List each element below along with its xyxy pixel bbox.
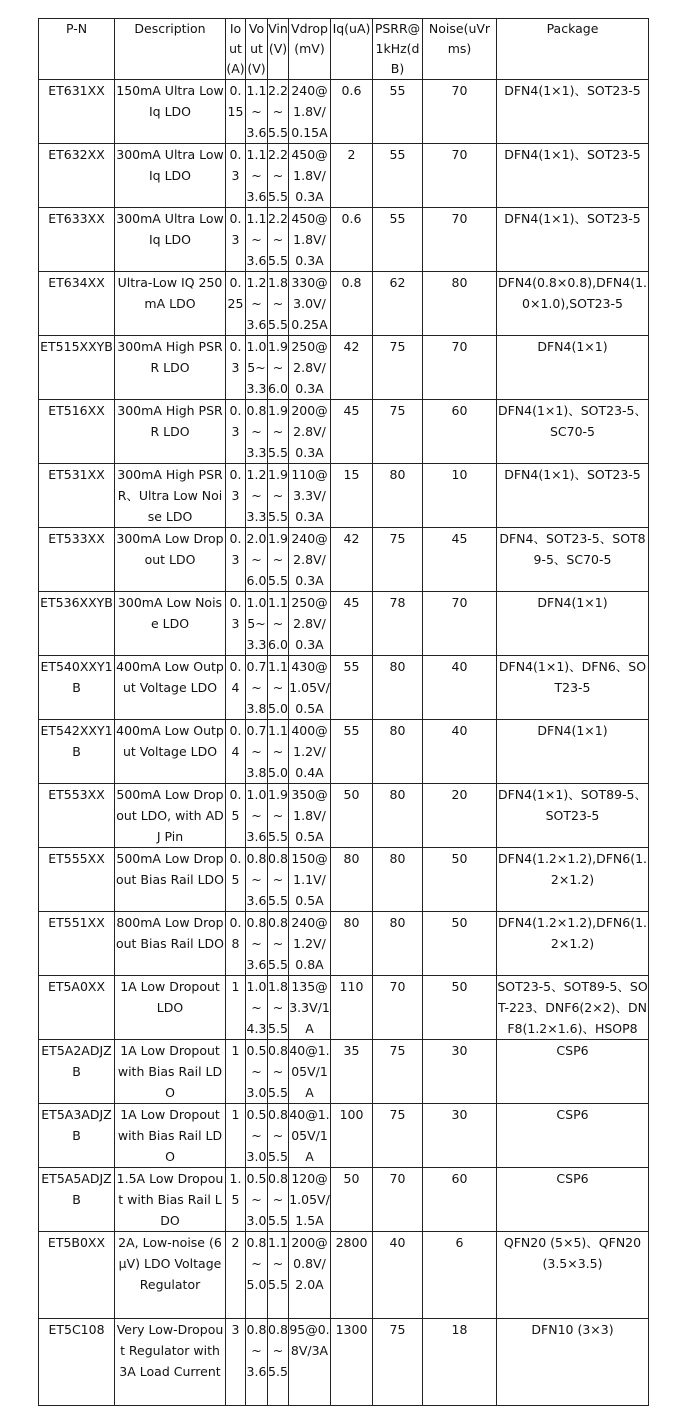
table-row [39,848,649,912]
cell-vin: 1.9~6.0 [268,336,289,400]
cell-iq: 0.8 [331,272,373,336]
cell-desc: 800mA Low Dropout Bias Rail LDO [115,912,226,976]
cell-vin: 1.9~5.5 [268,784,289,848]
cell-desc: 300mA High PSRR LDO [115,400,226,464]
table-row [39,1232,649,1319]
cell-psrr: 55 [373,208,423,272]
table-row [39,1168,649,1232]
table-row [39,336,649,400]
cell-iq: 45 [331,400,373,464]
table-row [39,912,649,976]
header-noise: Noise(uVrms) [423,19,497,80]
cell-desc: 1A Low Dropout with Bias Rail LDO [115,1104,226,1168]
cell-vout: 1.1~3.6 [246,144,268,208]
cell-psrr: 70 [373,976,423,1040]
cell-iq: 2 [331,144,373,208]
cell-pn: ET542XXY1B [39,720,115,784]
cell-vin: 1.1~5.0 [268,656,289,720]
cell-vdrop: 40@1.05V/1A [289,1104,331,1168]
cell-noise: 30 [423,1104,497,1168]
header-pn: P-N [39,19,115,80]
cell-iq: 42 [331,528,373,592]
cell-iq: 45 [331,592,373,656]
cell-vdrop: 450@1.8V/0.3A [289,144,331,208]
cell-iq: 80 [331,848,373,912]
cell-vin: 0.8~5.5 [268,912,289,976]
cell-iq: 2800 [331,1232,373,1319]
cell-psrr: 80 [373,656,423,720]
cell-desc: 300mA High PSRR LDO [115,336,226,400]
cell-psrr: 80 [373,912,423,976]
cell-desc: 300mA High PSRR、Ultra Low Noise LDO [115,464,226,528]
cell-pkg: DFN4(1×1)、DFN6、SOT23-5 [497,656,649,720]
header-vout: Vout(V) [246,19,268,80]
cell-desc: 1.5A Low Dropout with Bias Rail LDO [115,1168,226,1232]
table-row [39,528,649,592]
cell-vout: 2.0~6.0 [246,528,268,592]
cell-vout: 1.1~3.6 [246,80,268,144]
cell-vdrop: 200@0.8V/2.0A [289,1232,331,1319]
header-iout: Iout(A) [226,19,246,80]
cell-desc: Ultra-Low IQ 250mA LDO [115,272,226,336]
cell-pkg: DFN4、SOT23-5、SOT89-5、SC70-5 [497,528,649,592]
cell-desc: 300mA Low Noise LDO [115,592,226,656]
cell-pkg: CSP6 [497,1040,649,1104]
cell-iq: 80 [331,912,373,976]
cell-noise: 60 [423,1168,497,1232]
cell-vdrop: 240@1.2V/0.8A [289,912,331,976]
cell-vout: 0.8~3.6 [246,1319,268,1406]
cell-desc: 500mA Low Dropout LDO, with ADJ Pin [115,784,226,848]
cell-noise: 40 [423,720,497,784]
cell-vdrop: 150@1.1V/0.5A [289,848,331,912]
table-row [39,1040,649,1104]
header-iq: Iq(uA) [331,19,373,80]
cell-desc: 300mA Low Dropout LDO [115,528,226,592]
cell-pkg: DFN4(1×1)、SOT23-5、SC70-5 [497,400,649,464]
cell-pn: ET631XX [39,80,115,144]
cell-pn: ET5A2ADJZB [39,1040,115,1104]
cell-iout: 1 [226,976,246,1040]
cell-vdrop: 350@1.8V/0.5A [289,784,331,848]
cell-pn: ET551XX [39,912,115,976]
table-row [39,784,649,848]
cell-iq: 15 [331,464,373,528]
cell-psrr: 75 [373,1104,423,1168]
cell-vout: 0.5~3.0 [246,1168,268,1232]
cell-vin: 1.9~5.5 [268,400,289,464]
cell-iout: 0.5 [226,784,246,848]
cell-pn: ET540XXY1B [39,656,115,720]
cell-vout: 0.8~5.0 [246,1232,268,1319]
cell-iout: 0.3 [226,208,246,272]
cell-vdrop: 250@2.8V/0.3A [289,336,331,400]
table-row [39,1104,649,1168]
cell-vdrop: 450@1.8V/0.3A [289,208,331,272]
cell-psrr: 62 [373,272,423,336]
table-row [39,208,649,272]
cell-pkg: DFN4(1.2×1.2),DFN6(1.2×1.2) [497,848,649,912]
cell-pn: ET531XX [39,464,115,528]
cell-vdrop: 240@1.8V/0.15A [289,80,331,144]
cell-vout: 1.05~3.3 [246,336,268,400]
cell-vin: 2.2~5.5 [268,208,289,272]
cell-vin: 2.2~5.5 [268,144,289,208]
cell-vdrop: 95@0.8V/3A [289,1319,331,1406]
cell-pn: ET533XX [39,528,115,592]
table-row [39,144,649,208]
table-row [39,976,649,1040]
cell-desc: Very Low-Dropout Regulator with 3A Load Current [115,1319,226,1406]
cell-noise: 60 [423,400,497,464]
cell-iout: 0.3 [226,464,246,528]
cell-desc: 400mA Low Output Voltage LDO [115,656,226,720]
cell-vout: 0.8~3.6 [246,912,268,976]
cell-vin: 1.9~5.5 [268,464,289,528]
cell-pn: ET633XX [39,208,115,272]
cell-desc: 1A Low Dropout LDO [115,976,226,1040]
cell-iq: 1300 [331,1319,373,1406]
cell-noise: 6 [423,1232,497,1319]
cell-pkg: CSP6 [497,1168,649,1232]
cell-iq: 50 [331,1168,373,1232]
cell-iq: 35 [331,1040,373,1104]
cell-psrr: 75 [373,400,423,464]
cell-pkg: CSP6 [497,1104,649,1168]
cell-vdrop: 110@3.3V/0.3A [289,464,331,528]
cell-vdrop: 135@3.3V/1A [289,976,331,1040]
cell-pn: ET515XXYB [39,336,115,400]
cell-iout: 1.5 [226,1168,246,1232]
cell-psrr: 70 [373,1168,423,1232]
header-psrr: PSRR@1kHz(dB) [373,19,423,80]
cell-desc: 500mA Low Dropout Bias Rail LDO [115,848,226,912]
cell-vdrop: 330@3.0V/0.25A [289,272,331,336]
cell-pkg: DFN4(1×1) [497,720,649,784]
cell-psrr: 75 [373,1040,423,1104]
cell-iout: 0.4 [226,656,246,720]
header-row [39,19,649,80]
cell-pn: ET5A5ADJZB [39,1168,115,1232]
cell-iq: 100 [331,1104,373,1168]
table-row [39,656,649,720]
cell-vout: 1.2~3.6 [246,272,268,336]
cell-psrr: 55 [373,144,423,208]
cell-vin: 1.8~5.5 [268,976,289,1040]
cell-iout: 2 [226,1232,246,1319]
cell-noise: 40 [423,656,497,720]
cell-pkg: DFN4(1×1)、SOT23-5 [497,144,649,208]
cell-noise: 70 [423,592,497,656]
cell-desc: 150mA Ultra Low Iq LDO [115,80,226,144]
cell-iout: 0.3 [226,592,246,656]
cell-pkg: DFN4(1×1)、SOT23-5 [497,208,649,272]
ldo-spec-table [38,18,649,1406]
cell-pn: ET536XXYB [39,592,115,656]
cell-noise: 45 [423,528,497,592]
cell-pn: ET555XX [39,848,115,912]
cell-noise: 70 [423,336,497,400]
cell-noise: 10 [423,464,497,528]
cell-desc: 1A Low Dropout with Bias Rail LDO [115,1040,226,1104]
cell-pn: ET553XX [39,784,115,848]
cell-desc: 300mA Ultra Low Iq LDO [115,208,226,272]
cell-iout: 0.5 [226,848,246,912]
header-vdrop: Vdrop(mV) [289,19,331,80]
cell-iout: 0.8 [226,912,246,976]
cell-vdrop: 250@2.8V/0.3A [289,592,331,656]
cell-iq: 55 [331,720,373,784]
cell-vdrop: 120@1.05V/1.5A [289,1168,331,1232]
cell-vin: 0.8~5.5 [268,1319,289,1406]
cell-vin: 1.8~5.5 [268,272,289,336]
cell-noise: 18 [423,1319,497,1406]
cell-pn: ET5C108 [39,1319,115,1406]
cell-iout: 0.4 [226,720,246,784]
cell-vin: 0.8~5.5 [268,1104,289,1168]
cell-noise: 70 [423,80,497,144]
cell-iq: 0.6 [331,208,373,272]
cell-psrr: 75 [373,528,423,592]
cell-noise: 30 [423,1040,497,1104]
cell-vin: 0.8~5.5 [268,848,289,912]
cell-vdrop: 240@2.8V/0.3A [289,528,331,592]
cell-psrr: 80 [373,784,423,848]
cell-pn: ET632XX [39,144,115,208]
cell-iout: 3 [226,1319,246,1406]
cell-vout: 0.7~3.8 [246,720,268,784]
cell-psrr: 80 [373,848,423,912]
cell-iout: 0.15 [226,80,246,144]
cell-vin: 1.1~5.5 [268,1232,289,1319]
header-description: Description [115,19,226,80]
cell-vin: 0.8~5.5 [268,1168,289,1232]
cell-vout: 1.05~3.3 [246,592,268,656]
cell-psrr: 80 [373,464,423,528]
cell-noise: 70 [423,208,497,272]
cell-pkg: QFN20 (5×5)、QFN20 (3.5×3.5) [497,1232,649,1319]
cell-noise: 50 [423,976,497,1040]
cell-pn: ET634XX [39,272,115,336]
table-row [39,80,649,144]
cell-pkg: DFN4(1×1) [497,592,649,656]
cell-pn: ET5B0XX [39,1232,115,1319]
cell-vout: 1.1~3.6 [246,208,268,272]
cell-iq: 55 [331,656,373,720]
cell-noise: 50 [423,912,497,976]
cell-pn: ET516XX [39,400,115,464]
cell-vout: 1.2~3.3 [246,464,268,528]
cell-pkg: DFN10 (3×3) [497,1319,649,1406]
cell-psrr: 80 [373,720,423,784]
cell-vout: 0.5~3.0 [246,1040,268,1104]
cell-pkg: DFN4(1.2×1.2),DFN6(1.2×1.2) [497,912,649,976]
cell-psrr: 78 [373,592,423,656]
cell-pkg: DFN4(1×1)、SOT23-5 [497,464,649,528]
cell-pkg: DFN4(0.8×0.8),DFN4(1.0×1.0),SOT23-5 [497,272,649,336]
cell-iout: 0.3 [226,528,246,592]
cell-noise: 80 [423,272,497,336]
table-row [39,1319,649,1406]
cell-vout: 0.5~3.0 [246,1104,268,1168]
cell-desc: 300mA Ultra Low Iq LDO [115,144,226,208]
cell-iq: 0.6 [331,80,373,144]
table-row [39,592,649,656]
cell-pkg: DFN4(1×1)、SOT23-5 [497,80,649,144]
cell-psrr: 40 [373,1232,423,1319]
cell-noise: 70 [423,144,497,208]
cell-iq: 42 [331,336,373,400]
table-row [39,400,649,464]
cell-vin: 2.2~5.5 [268,80,289,144]
cell-iout: 0.3 [226,144,246,208]
cell-vout: 1.0~4.3 [246,976,268,1040]
cell-pn: ET5A3ADJZB [39,1104,115,1168]
cell-vin: 1.1~6.0 [268,592,289,656]
cell-vdrop: 40@1.05V/1A [289,1040,331,1104]
cell-desc: 2A, Low-noise (6µV) LDO Voltage Regulator [115,1232,226,1319]
cell-psrr: 75 [373,1319,423,1406]
cell-noise: 50 [423,848,497,912]
cell-vin: 0.8~5.5 [268,1040,289,1104]
table-row [39,272,649,336]
header-package: Package [497,19,649,80]
cell-vout: 0.8~3.3 [246,400,268,464]
cell-vout: 1.0~3.6 [246,784,268,848]
cell-pkg: DFN4(1×1) [497,336,649,400]
cell-vdrop: 200@2.8V/0.3A [289,400,331,464]
header-vin: Vin(V) [268,19,289,80]
cell-vin: 1.9~5.5 [268,528,289,592]
cell-pkg: SOT23-5、SOT89-5、SOT-223、DNF6(2×2)、DNF8(1.2×1.6)、HSOP8 [497,976,649,1040]
cell-pkg: DFN4(1×1)、SOT89-5、SOT23-5 [497,784,649,848]
cell-psrr: 75 [373,336,423,400]
cell-psrr: 55 [373,80,423,144]
cell-pn: ET5A0XX [39,976,115,1040]
table-row [39,720,649,784]
cell-desc: 400mA Low Output Voltage LDO [115,720,226,784]
cell-iout: 0.3 [226,400,246,464]
cell-iq: 50 [331,784,373,848]
cell-noise: 20 [423,784,497,848]
cell-vin: 1.1~5.0 [268,720,289,784]
cell-iq: 110 [331,976,373,1040]
cell-vdrop: 430@1.05V/0.5A [289,656,331,720]
table-body [39,80,649,1406]
cell-vdrop: 400@1.2V/0.4A [289,720,331,784]
cell-iout: 1 [226,1040,246,1104]
cell-iout: 1 [226,1104,246,1168]
cell-iout: 0.25 [226,272,246,336]
cell-vout: 0.7~3.8 [246,656,268,720]
cell-vout: 0.8~3.6 [246,848,268,912]
table-row [39,464,649,528]
cell-iout: 0.3 [226,336,246,400]
